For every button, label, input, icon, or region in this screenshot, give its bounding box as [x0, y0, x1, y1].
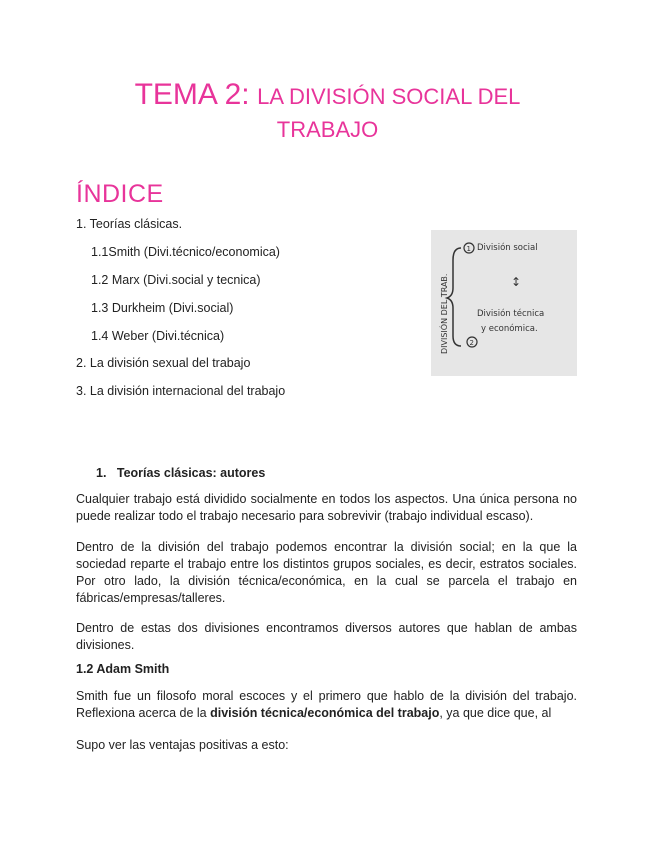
title-tema-label: TEMA 2:: [134, 78, 250, 111]
toc-item-1-2: 1.2 Marx (Divi.social y tecnica): [91, 273, 261, 287]
diagram-item-1-text: División social: [477, 243, 538, 253]
section-heading-1: [96, 466, 265, 480]
page-title-line1: [0, 78, 655, 112]
toc-item-1: 1. Teorías clásicas.: [76, 217, 183, 231]
index-heading: ÍNDICE: [76, 180, 164, 208]
paragraph-5: Supo ver las ventajas positivas a esto:: [76, 738, 289, 752]
section-heading-number: 1.: [96, 466, 107, 480]
diagram-item-2-line1: División técnica: [477, 309, 545, 319]
handwritten-diagram-svg: [431, 230, 577, 376]
paragraph-4: [76, 688, 577, 722]
paragraph-4-end: , ya que dice que, al: [439, 706, 552, 720]
diagram-number-1: 1: [466, 245, 471, 253]
diagram-item-2-line2: y económica.: [481, 324, 538, 334]
toc-item-1-3: 1.3 Durkheim (Divi.social): [91, 301, 234, 315]
paragraph-1: Cualquier trabajo está dividido socialmente en todos los aspectos. Una única persona no puede realizar todo el trabajo necesario para sobrevivir (trabajo individual escaso).: [76, 492, 577, 523]
handwritten-diagram: [431, 230, 577, 376]
toc-item-2: 2. La división sexual del trabajo: [76, 356, 251, 370]
diagram-arrow: ↕: [511, 275, 522, 289]
diagram-bracket-label: DIVISIÓN DEL TRAB.: [440, 273, 449, 354]
toc-item-3: 3. La división internacional del trabajo: [76, 384, 286, 398]
title-text-line1: LA DIVISIÓN SOCIAL DEL: [257, 84, 521, 109]
toc-item-1-1: 1.1Smith (Divi.técnico/economica): [91, 245, 280, 259]
paragraph-4-start: Smith fue un filosofo moral escoces y el primero que hablo de la división del trabajo. Reflexiona acerca de la: [76, 689, 577, 720]
paragraph-3: Dentro de estas dos divisiones encontramos diversos autores que hablan de ambas divisiones.: [76, 621, 577, 652]
paragraph-2: Dentro de la división del trabajo podemos encontrar la división social; en la que la sociedad reparte el trabajo entre los distintos grupos sociales, es decir, estratos sociales. Por otro lado, la división técnica/económica, en la cual se parcela el trabajo en fábricas/empresas/talleres.: [76, 540, 577, 605]
diagram-number-2: 2: [469, 339, 474, 347]
paragraph-4-bold: división técnica/económica del trabajo: [210, 706, 440, 720]
subsection-heading-adam-smith: 1.2 Adam Smith: [76, 662, 170, 676]
section-heading-text: Teorías clásicas: autores: [116, 466, 266, 480]
page-title-line2: TRABAJO: [276, 117, 379, 142]
toc-item-1-4: 1.4 Weber (Divi.técnica): [91, 329, 225, 343]
